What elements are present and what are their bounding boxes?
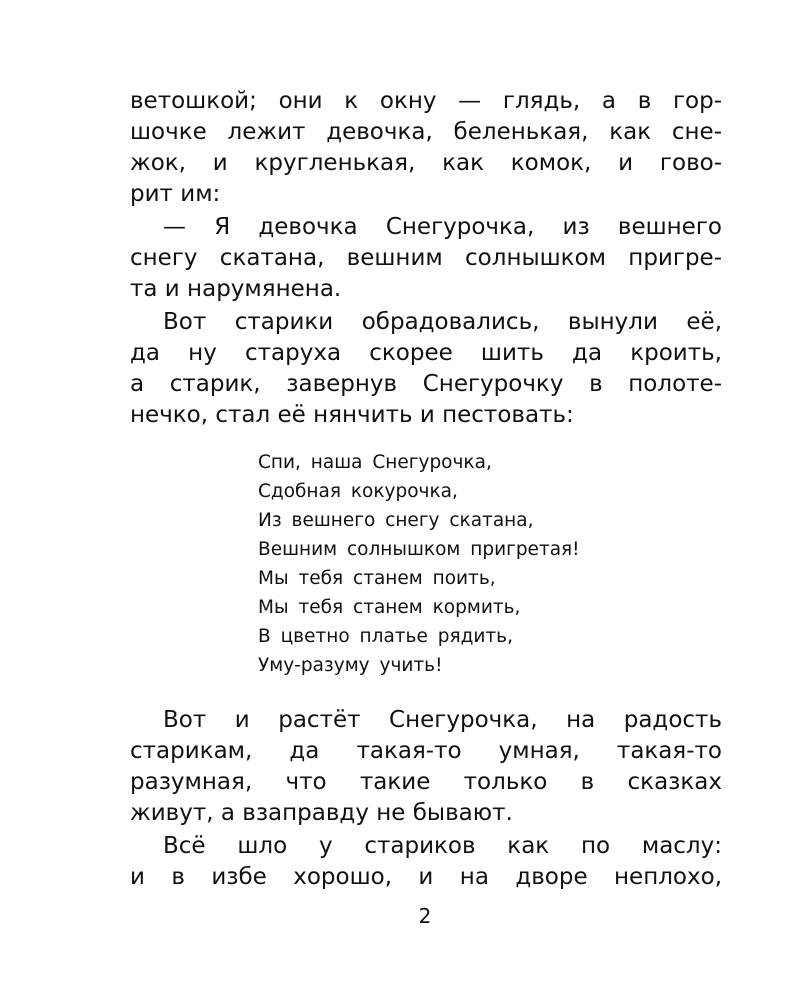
text-line: снегу скатана, вешним солнышком пригре-: [130, 245, 722, 271]
text-line: живут, а взаправду не бывают.: [130, 800, 513, 826]
poem-line: Мы тебя станем кормить,: [258, 597, 521, 618]
page-number: 2: [418, 904, 432, 928]
poem-line: Вешним солнышком пригретая!: [258, 539, 580, 560]
poem-line: Сдобная кокурочка,: [258, 481, 458, 502]
text-line: ветошкой; они к окну — глядь, а в гор-: [130, 88, 722, 114]
text-line: и в избе хорошо, и на дворе неплохо,: [130, 864, 722, 890]
text-line: нечко, стал её нянчить и пестовать:: [130, 402, 574, 428]
text-line: та и нарумянена.: [130, 276, 342, 302]
text-line: — Я девочка Снегурочка, из вешнего: [163, 214, 722, 240]
text-line: Всё шло у стариков как по маслу:: [163, 833, 722, 859]
text-line: разумная, что такие только в сказках: [130, 769, 722, 795]
poem-line: Мы тебя станем поить,: [258, 568, 496, 589]
text-line: да ну старуха скорее шить да кроить,: [130, 340, 722, 366]
text-line: старикам, да такая-то умная, такая-то: [130, 738, 722, 764]
text-line: шочке лежит девочка, беленькая, как сне-: [130, 119, 722, 145]
text-line: а старик, завернув Снегурочку в полоте-: [130, 371, 722, 397]
poem-line: В цветно платье рядить,: [258, 626, 513, 647]
text-line: Вот старики обрадовались, вынули её,: [163, 309, 722, 335]
text-line: Вот и растёт Снегурочка, на радость: [163, 707, 722, 733]
poem-line: Спи, наша Снегурочка,: [258, 452, 492, 473]
poem-line: Уму-разуму учить!: [258, 655, 443, 676]
text-line: жок, и кругленькая, как комок, и гово-: [130, 150, 722, 176]
text-line: рит им:: [130, 181, 221, 207]
poem-line: Из вешнего снегу скатана,: [258, 510, 534, 531]
